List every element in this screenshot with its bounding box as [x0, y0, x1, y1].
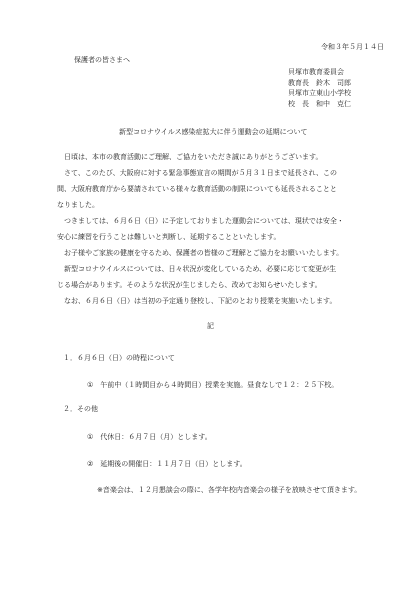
body-text: [57, 152, 369, 312]
item-2-heading: ２．その他: [63, 405, 98, 413]
body-line: つきましては、６月６日（日）に予定しておりました運動会については、現状では安全・: [64, 217, 344, 225]
body-line: お子様やご家族の健康を守るため、保護者の皆様のご理解とご協力をお願いいたします。: [64, 249, 344, 257]
item-1-detail: ① 午前中（１時間目から４時間目）授業を実施。昼食なしで１２：２５下校。: [87, 381, 339, 389]
item-2-detail-2: ② 延期後の開催日：１１月７日（日）とします。: [87, 460, 247, 468]
body-line: なりました。: [57, 201, 99, 209]
ki-heading: 記: [207, 322, 214, 330]
document-title: 新型コロナウイルス感染症拡大に伴う運動会の延期について: [119, 128, 308, 136]
body-line: なお、６月６日（日）は当初の予定通り登校し、下記のとおり授業を実施いたします。: [64, 297, 337, 305]
body-line: 新型コロナウイルスについては、日々状況が変化しているため、必要に応じて変更が生: [64, 265, 337, 273]
body-line: 間、大阪府教育庁から要請されている様々な教育活動の制限についても延長されることと: [57, 185, 337, 193]
sender-line: 校 長 和中 克仁: [288, 99, 351, 108]
sender-block: [288, 67, 351, 109]
body-line: じる場合があります。そのような状況が生じましたら、改めてお知らせいたします。: [57, 281, 322, 289]
sender-line: 教育長 鈴木 司郎: [288, 78, 351, 87]
item-1-heading: １．６月６日（日）の時程について: [63, 354, 175, 362]
music-note: ※音楽会は、１２月懇談会の際に、各学年校内音楽会の様子を放映させて頂きます。: [97, 486, 362, 494]
issue-date: 令和３年５月１４日: [321, 43, 384, 51]
body-line: さて、このたび、大阪府に対する緊急事態宣言の期間が５月３１日まで延長され、この: [64, 169, 337, 177]
body-line: 安心に練習を行うことは難しいと判断し、延期することといたします。: [57, 233, 281, 241]
sender-line: 貝塚市立東山小学校: [288, 89, 351, 97]
sender-line: 貝塚市教育委員会: [288, 68, 344, 76]
body-line: 日頃は、本市の教育活動にご理解、ご協力をいただき誠にありがとうございます。: [64, 153, 323, 161]
item-2-detail-1: ① 代休日：６月７日（月）とします。: [87, 433, 212, 441]
addressee: 保護者の皆さまへ: [74, 56, 130, 64]
